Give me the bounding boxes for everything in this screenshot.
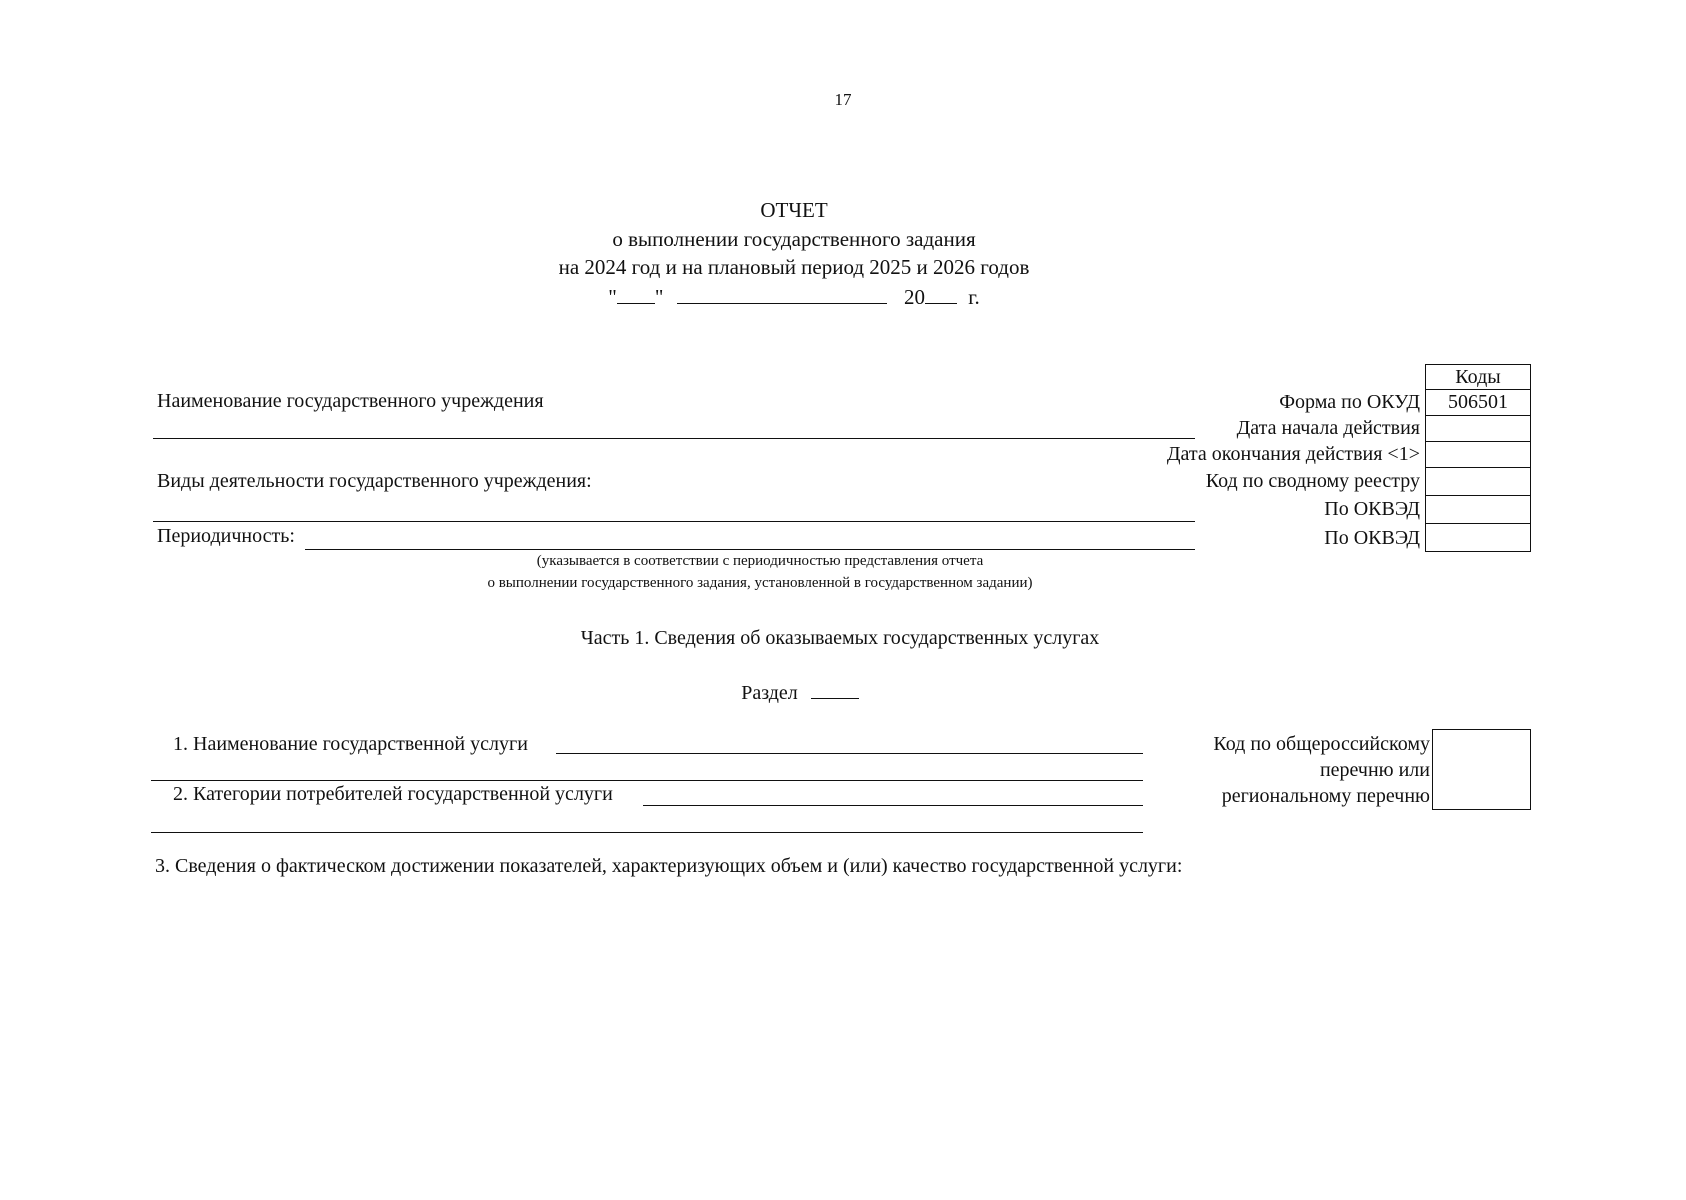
codes-header: Коды xyxy=(1425,364,1531,390)
report-date-line xyxy=(0,285,1588,310)
label-start-date: Дата начала действия xyxy=(1236,417,1420,439)
label-okud: Форма по ОКУД xyxy=(1279,391,1420,413)
consumers-line-2[interactable] xyxy=(151,832,1143,833)
institution-name-label: Наименование государственного учреждения xyxy=(157,390,544,412)
section-label: Раздел xyxy=(741,682,798,704)
registry-code-label-2: перечню или xyxy=(1319,759,1430,781)
code-end-date-value[interactable] xyxy=(1425,441,1531,468)
code-okved-1-value[interactable] xyxy=(1425,495,1531,524)
service-name-line[interactable] xyxy=(556,753,1143,754)
part1-title: Часть 1. Сведения об оказываемых государственных услугах xyxy=(580,627,1100,649)
label-end-date: Дата окончания действия <1> xyxy=(1166,443,1420,465)
section-line xyxy=(0,680,1600,705)
periodicity-note-1: (указывается в соответствии с периодичностью представления отчета xyxy=(536,553,984,569)
registry-code-label-1: Код по общероссийскому xyxy=(1213,733,1430,755)
section-number-blank[interactable] xyxy=(811,680,859,699)
document-title: ОТЧЕТ xyxy=(760,198,828,222)
consumers-line[interactable] xyxy=(643,805,1143,806)
service-name-line-2[interactable] xyxy=(151,780,1143,781)
label-okved-1: По ОКВЭД xyxy=(1324,498,1420,520)
label-registry: Код по сводному реестру xyxy=(1205,470,1420,492)
date-year-blank[interactable] xyxy=(925,285,957,304)
document-period: на 2024 год и на плановый период 2025 и 2026 годов xyxy=(558,255,1030,279)
periodicity-line[interactable] xyxy=(305,549,1195,550)
date-month-blank[interactable] xyxy=(677,285,887,304)
date-close-quote: " xyxy=(654,285,664,309)
code-start-date-value[interactable] xyxy=(1425,415,1531,442)
date-year-suffix: г. xyxy=(968,285,980,309)
activities-label: Виды деятельности государственного учреждения: xyxy=(157,470,592,492)
code-okved-2-value[interactable] xyxy=(1425,523,1531,552)
activities-line[interactable] xyxy=(153,521,1195,522)
periodicity-note-2: о выполнении государственного задания, установленной в государственном задании) xyxy=(487,575,1033,591)
consumers-label: 2. Категории потребителей государственной услуги xyxy=(173,783,613,805)
institution-name-line[interactable] xyxy=(153,438,1195,439)
periodicity-label: Периодичность: xyxy=(157,525,295,547)
indicators-heading: 3. Сведения о фактическом достижении показателей, характеризующих объем и (или) качество государственной услуги: xyxy=(155,855,1183,877)
page-number: 17 xyxy=(834,90,852,109)
registry-code-box[interactable] xyxy=(1432,729,1531,810)
registry-code-label-3: региональному перечню xyxy=(1221,785,1430,807)
document-subtitle: о выполнении государственного задания xyxy=(612,227,976,251)
date-open-quote: " xyxy=(608,285,617,309)
date-day-blank[interactable] xyxy=(617,285,655,304)
label-okved-2: По ОКВЭД xyxy=(1324,527,1420,549)
service-name-label: 1. Наименование государственной услуги xyxy=(173,733,528,755)
code-registry-value[interactable] xyxy=(1425,467,1531,496)
date-year-prefix: 20 xyxy=(903,285,925,309)
code-okud-value[interactable]: 506501 xyxy=(1425,389,1531,416)
